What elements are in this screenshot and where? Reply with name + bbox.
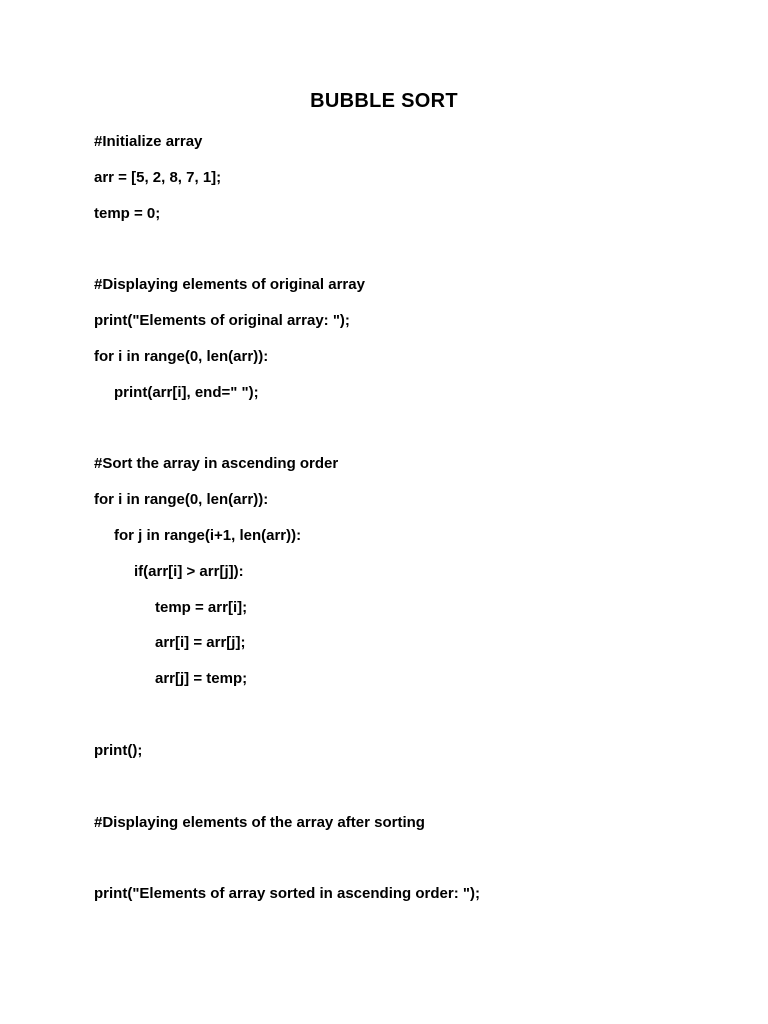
code-line-swap-i: arr[i] = arr[j]; — [155, 634, 246, 651]
code-line-temp-assign: temp = arr[i]; — [155, 599, 248, 616]
code-line-print-original: print("Elements of original array: "); — [94, 312, 350, 329]
code-line-for-i: for i in range(0, len(arr)): — [94, 491, 269, 508]
code-line-print-empty: print(); — [94, 742, 143, 759]
code-line-temp-init: temp = 0; — [94, 205, 161, 222]
code-line-swap-j: arr[j] = temp; — [155, 670, 248, 687]
code-comment-display-original: #Displaying elements of original array — [94, 276, 365, 293]
code-line-print-element: print(arr[i], end=" "); — [114, 384, 259, 401]
code-comment-initialize: #Initialize array — [94, 133, 203, 150]
code-line-if-compare: if(arr[i] > arr[j]): — [134, 563, 244, 580]
page-title: BUBBLE SORT — [310, 90, 458, 112]
code-line-for-j: for j in range(i+1, len(arr)): — [114, 527, 302, 544]
code-line-arr-init: arr = [5, 2, 8, 7, 1]; — [94, 169, 222, 186]
code-comment-sort: #Sort the array in ascending order — [94, 455, 339, 472]
code-line-for-display: for i in range(0, len(arr)): — [94, 348, 269, 365]
code-line-print-sorted: print("Elements of array sorted in ascending order: "); — [94, 885, 480, 902]
code-comment-display-sorted: #Displaying elements of the array after sorting — [94, 814, 425, 831]
